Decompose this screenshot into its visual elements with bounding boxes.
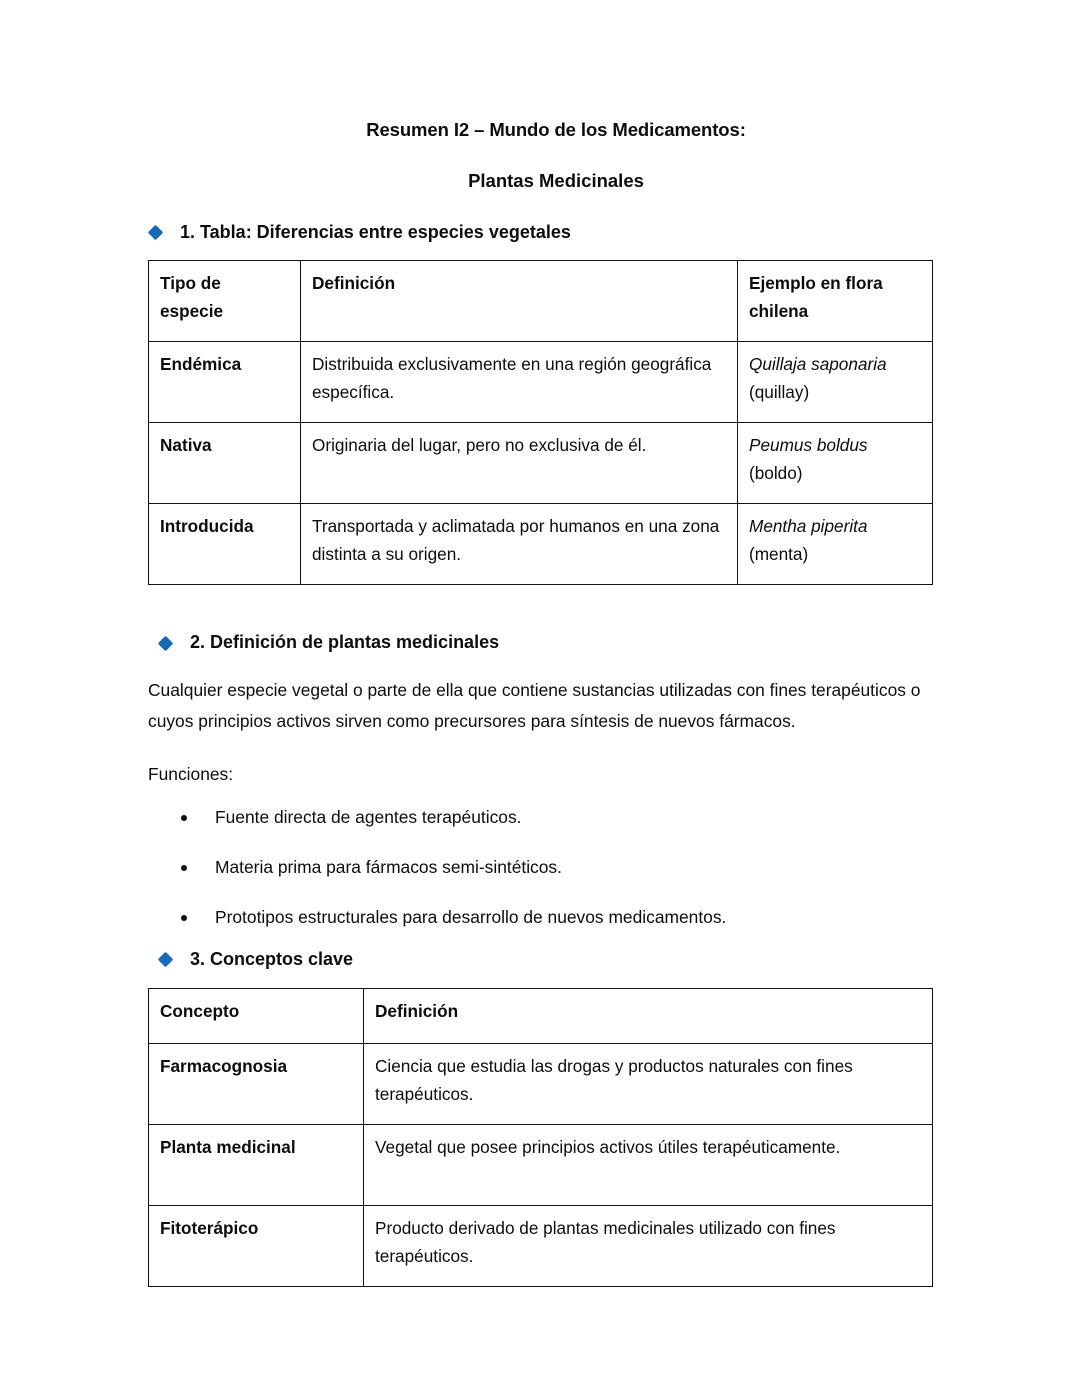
cell-tipo: Introducida	[149, 504, 301, 585]
header-cell-ejemplo	[738, 261, 933, 342]
document-title: Resumen I2 – Mundo de los Medicamentos:	[366, 119, 746, 140]
document-subtitle: Plantas Medicinales	[468, 169, 644, 191]
cell-ejemplo-especie: Mentha piperita	[749, 516, 868, 537]
cell-definicion: Transportada y aclimatada por humanos en una zona distinta a su origen.	[301, 504, 738, 585]
cell-ejemplo	[738, 423, 933, 504]
cell-ejemplo-comun: (quillay)	[749, 382, 810, 403]
funciones-list	[148, 804, 932, 930]
funciones-label: Funciones:	[148, 763, 234, 784]
cell-definicion: Distribuida exclusivamente en una región geográfica específica.	[301, 342, 738, 423]
header-ejemplo-line1: Ejemplo en flora	[749, 273, 883, 294]
document-content	[148, 118, 932, 1287]
list-item: Fuente directa de agentes terapéuticos.	[148, 804, 932, 830]
diamond-bullet-icon	[158, 952, 174, 968]
cell-ejemplo-comun: (boldo)	[749, 463, 803, 484]
definicion-paragraph: Cualquier especie vegetal o parte de ella que contiene sustancias utilizadas con fines terapéuticos o cuyos principios activos sirven como precursores para síntesis de nuevos fármacos.	[148, 679, 921, 731]
cell-ejemplo	[738, 504, 933, 585]
cell-concepto: Planta medicinal	[149, 1125, 364, 1206]
diamond-bullet-icon	[158, 635, 174, 651]
table-row	[149, 1044, 933, 1125]
header-cell-tipo	[149, 261, 301, 342]
header-cell-definicion: Definición	[364, 989, 933, 1044]
section-heading-2	[160, 631, 932, 654]
header-cell-definicion	[301, 261, 738, 342]
header-definicion-line1: Definición	[312, 273, 396, 294]
cell-definicion: Originaria del lugar, pero no exclusiva de él.	[301, 423, 738, 504]
cell-ejemplo-comun: (menta)	[749, 544, 809, 565]
cell-definicion: Ciencia que estudia las drogas y productos naturales con fines terapéuticos.	[364, 1044, 933, 1125]
table-row	[149, 1206, 933, 1287]
table-header-row	[149, 261, 933, 342]
cell-definicion: Producto derivado de plantas medicinales utilizado con fines terapéuticos.	[364, 1206, 933, 1287]
cell-ejemplo-especie: Peumus boldus	[749, 435, 868, 456]
list-item: Materia prima para fármacos semi-sintéticos.	[148, 854, 932, 880]
table-conceptos-clave	[148, 988, 933, 1287]
header-tipo-line1: Tipo de	[160, 273, 221, 294]
table-row	[149, 1125, 933, 1206]
cell-tipo: Nativa	[149, 423, 301, 504]
table-row	[149, 423, 933, 504]
cell-concepto: Fitoterápico	[149, 1206, 364, 1287]
header-cell-concepto: Concepto	[149, 989, 364, 1044]
cell-ejemplo	[738, 342, 933, 423]
cell-tipo: Endémica	[149, 342, 301, 423]
section-1-label: 1. Tabla: Diferencias entre especies vegetales	[180, 221, 571, 242]
cell-concepto: Farmacognosia	[149, 1044, 364, 1125]
table-row	[149, 504, 933, 585]
cell-ejemplo-especie: Quillaja saponaria	[749, 354, 887, 375]
header-ejemplo-line2: chilena	[749, 301, 809, 322]
spacer	[148, 930, 932, 948]
cell-definicion: Vegetal que posee principios activos útiles terapéuticamente.	[364, 1125, 933, 1206]
spacer	[148, 585, 932, 631]
list-item: Prototipos estructurales para desarrollo de nuevos medicamentos.	[148, 904, 932, 930]
section-heading-1	[150, 221, 932, 244]
section-heading-3	[160, 948, 932, 971]
header-tipo-line2: especie	[160, 301, 224, 322]
section-2-label: 2. Definición de plantas medicinales	[190, 632, 500, 653]
table-row	[149, 342, 933, 423]
diamond-bullet-icon	[148, 225, 164, 241]
table-header-row	[149, 989, 933, 1044]
section-3-label: 3. Conceptos clave	[190, 948, 354, 969]
table-especies-vegetales	[148, 260, 933, 585]
